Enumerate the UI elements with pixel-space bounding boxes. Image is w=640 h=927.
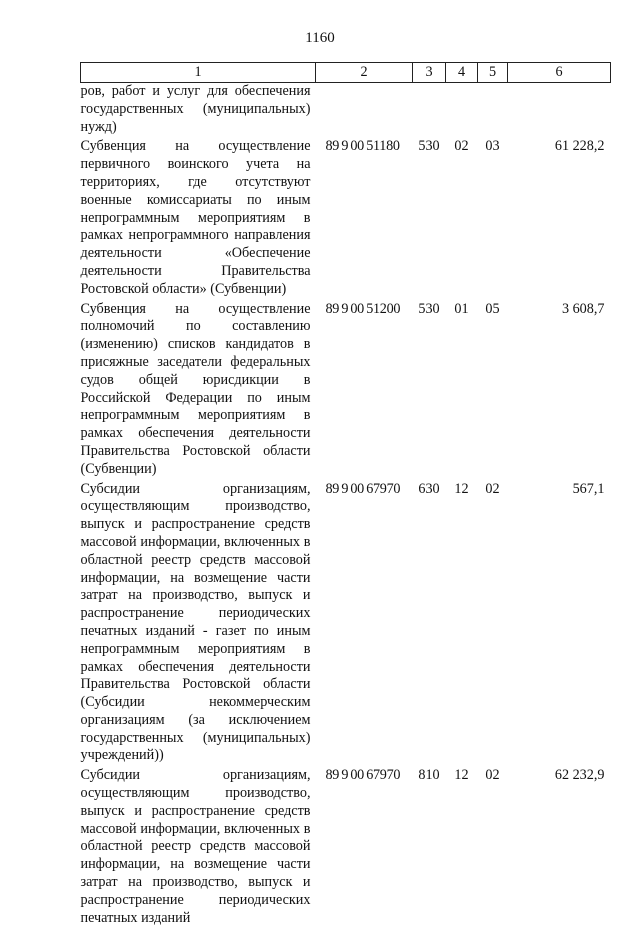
header-col-3: 3 — [413, 63, 446, 83]
table-row — [81, 301, 611, 479]
row-expense-type: 810 — [418, 767, 440, 784]
row-expense-type: 630 — [418, 480, 440, 497]
continuation-text: ров, работ и услуг для обеспечения государственных (муниципальных) нужд) — [80, 83, 311, 135]
row-code: 89 9 00 51180 — [325, 138, 400, 155]
row-expense-type: 530 — [418, 138, 440, 155]
row-section: 12 — [454, 480, 469, 497]
table-row — [81, 138, 611, 298]
row-code: 89 9 00 51200 — [325, 300, 401, 317]
table-row — [81, 481, 611, 766]
header-col-4: 4 — [446, 63, 478, 83]
row-expense-type: 530 — [418, 300, 440, 317]
row-description: Субсидии организациям, осуществляющим производство, выпуск и распространение средств массовой информации, включенных в областной реестр средств массовой информации, на возмещение части затрат на производство, выпуск и распространение периодических печатных изданий - газет по иным непрограммным мероприятиям в рамках обеспечения деятельности Правительства Ростовской области (Субсидии некоммерческим организациям (за исключением государственных (муниципальных) учреждений)) — [80, 480, 311, 764]
row-description: Субсидии организациям, осуществляющим производство, выпуск и распространение средств массовой информации, включенных в областной реестр средств массовой информации, на возмещение части затрат на производство, выпуск и распространение периодических печатных изданий — [80, 767, 311, 926]
row-code: 89 9 00 67970 — [325, 767, 401, 784]
table-row — [81, 767, 611, 927]
row-code: 89 9 00 67970 — [325, 480, 401, 497]
row-subsection: 03 — [485, 138, 500, 155]
row-description: Субвенция на осуществление первичного воинского учета на территориях, где отсутствуют военные комиссариаты по иным непрограммным мероприятиям в рамках непрограммного направления деятельности «Обеспечение деятельности Правительства Ростовской области» (Субвенции) — [80, 138, 311, 297]
header-row — [81, 63, 611, 83]
continuation-row — [81, 83, 611, 137]
header-col-5: 5 — [478, 63, 508, 83]
row-subsection: 05 — [485, 300, 500, 317]
header-col-2: 2 — [316, 63, 413, 83]
row-subsection: 02 — [485, 767, 500, 784]
header-col-1: 1 — [81, 63, 316, 83]
row-amount: 61 228,2 — [554, 138, 605, 155]
row-subsection: 02 — [485, 480, 500, 497]
row-amount: 62 232,9 — [554, 767, 605, 784]
header-col-6: 6 — [508, 63, 611, 83]
row-description: Субвенция на осуществление полномочий по составлению (изменению) списков кандидатов в присяжные заседатели федеральных судов общей юрисдикции в Российской Федерации по иным непрограммным мероприятиям в рамках обеспечения деятельности Правительства Ростовской области (Субвенции) — [80, 300, 311, 477]
row-section: 12 — [454, 767, 469, 784]
row-amount: 567,1 — [572, 480, 605, 497]
row-amount: 3 608,7 — [561, 300, 605, 317]
budget-table — [80, 62, 611, 927]
row-section: 02 — [454, 138, 469, 155]
row-section: 01 — [454, 300, 469, 317]
page-number: 1160 — [305, 30, 335, 46]
